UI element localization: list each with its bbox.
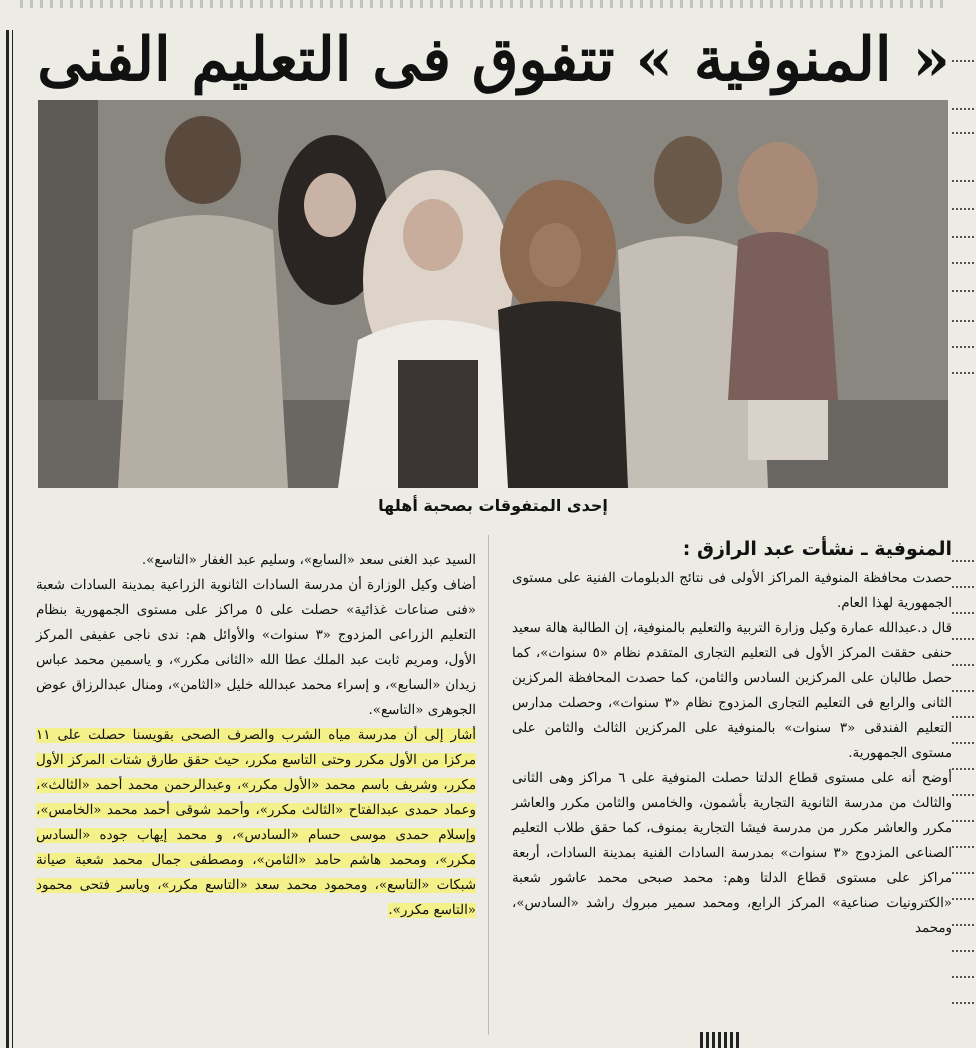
left-column-rule: [6, 30, 9, 1048]
left-column-rule-thin: [12, 30, 13, 1048]
highlighted-text: أشار إلى أن مدرسة مياه الشرب والصرف الصحى بقويسنا حصلت على ١١ مركزا من الأول مكرر وحتى التاسع مكرر، حيث حقق طارق شتات المركز الأول مكرر، وشريف باسم محمد «الأول مكرر»، وعبدالرحمن محمد أحمد «الثالث»، وعماد حمدى عبدالفتاح «الثالث مكرر»، وأحمد شوقى أحمد محمد «الخامس»، وإسلام حمدى موسى حسام «السادس»، و محمد إيهاب جوده «السادس مكرر»، ومحمد هاشم حامد «الثامن»، ومصطفى جمال محمد شعبة صيانة شبكات «التاسع»، ومحمود محمد سعد «التاسع مكرر»، وياسر فتحى محمود «التاسع مكرر».: [36, 728, 476, 918]
top-border-strip: [20, 0, 950, 8]
headline: « المنوفية » تتفوق فى التعليم الفنى: [37, 25, 950, 95]
paragraph: السيد عبد الغنى سعد «السابع»، وسليم عبد الغفار «التاسع».: [141, 553, 476, 568]
photo-caption: إحدى المتفوقات بصحبة أهلها: [378, 496, 608, 515]
bottom-ornament: [700, 1032, 740, 1048]
paragraph: أوضح أنه على مستوى قطاع الدلتا حصلت المنوفية على ٦ مراكز وهى الثانى والثالث من مدرسة الثانوية التجارية بأشمون، والخامس والثامن مكرر والعاشر مكرر والعاشر مكرر من مدرسة فيشا التجارية بمنوف، كما حقق طلاب التعليم الصناعى المزدوج «٣ سنوات» بمدرسة السادات الفنية بمدينة السادات، أربعة مراكز على مستوى قطاع الدلتا وهم: محمد صبحى محمد عاشور شعبة «الكترونيات صناعية» المركز الرابع، ومحمد سمير مبروك راشد «السادس»، ومحمد: [512, 771, 952, 936]
column-divider: [488, 535, 489, 1035]
paragraph: قال د.عبدالله عمارة وكيل وزارة التربية والتعليم بالمنوفية، إن الطالبة هالة سعيد حنفى حققت المركز الأول فى التعليم التجارى المتقدم نظام «٥ سنوات»، كما حصل طالبان على المركزين السادس والثامن، كما حصدت المحافظة المركزين الثانى والرابع فى التعليم التجارى المزدوج نظام «٣ سنوات»، وحصلت مدارس التعليم الفندقى «٣ سنوات» بالمنوفية على المركزين الثالث والثامن على مستوى الجمهورية.: [512, 621, 952, 761]
article-column-right: [512, 532, 952, 941]
paragraph: أضاف وكيل الوزارة أن مدرسة السادات الثانوية الزراعية بمدينة السادات شعبة «فنى صناعات غذائية» حصلت على ٥ مراكز على مستوى الجمهورية بنظام التعليم الزراعى المزدوج «٣ سنوات» والأوائل هم: ندى ناجى عفيفى المركز الأول، ومريم ثابت عبد الملك عطا الله «الثانى مكرر»، و ياسمين محمد عباس زيدان «السابع»، و إسراء محمد عبدالله خليل «الثامن»، ومنال عبدالرزاق عوض الجوهرى «التاسع».: [36, 578, 476, 718]
article-column-left: [36, 548, 476, 923]
family-photo-illustration: [38, 100, 948, 488]
byline: المنوفية ـ نشأت عبد الرازق :: [682, 538, 952, 560]
article-photo: [38, 100, 948, 488]
paragraph: حصدت محافظة المنوفية المراكز الأولى فى نتائج الدبلومات الفنية على مستوى الجمهورية لهذا العام.: [512, 571, 952, 611]
highlighted-paragraph: [36, 723, 476, 923]
right-edge-leaders: [950, 0, 976, 1048]
